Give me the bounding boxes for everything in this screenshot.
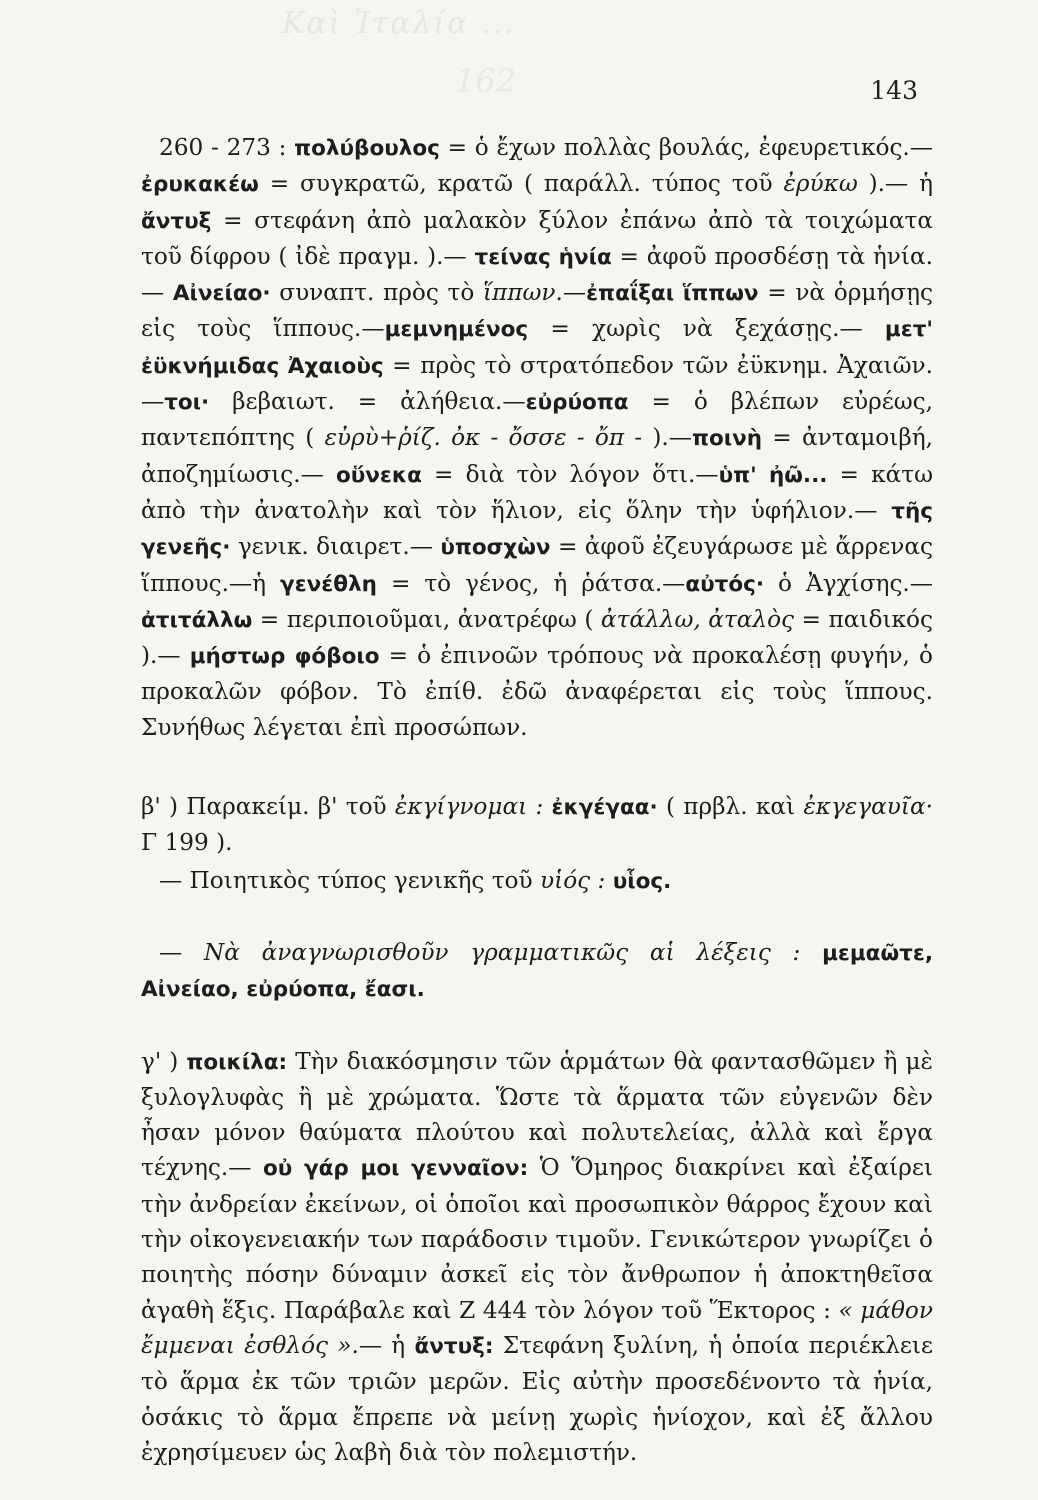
notes-paragraph-260-273 [141, 130, 933, 745]
lemma: τείνας ἡνία [474, 244, 612, 270]
lemma: ἐπαΐξαι ἵππων [586, 281, 759, 307]
lemma: τοι· [164, 390, 210, 416]
note-text: — ἡ [358, 1331, 415, 1359]
gloss: = περιποιοῦμαι, ἀνατρέφω ( [252, 605, 601, 633]
note-text: ( πρβλ. καὶ [657, 793, 804, 821]
gloss: = ἀφοῦ προσδέσῃ τὰ ἡνία.— [141, 242, 934, 307]
lemma: αὐτός· [685, 571, 765, 597]
gloss: = ὁ βλέπων εὐρέως, παντεπόπτης ( [141, 388, 934, 452]
italic-word: ἐρύκω [783, 170, 858, 198]
italic-word: ἀτάλλω, ἀταλὸς [600, 605, 795, 633]
lemma: ποικίλα: [186, 1049, 288, 1075]
gloss: = νὰ ὁρμήσῃς εἰς τοὺς ἵππους.— [141, 279, 934, 343]
gloss: ).— ἡ [857, 170, 933, 198]
lemma: γενέθλη [280, 571, 377, 597]
italic-quote: « μάθον ἔμμεναι ἐσθλός ». [141, 1296, 933, 1359]
gloss: = ἀφοῦ ἐζευγάρωσε μὲ ἄρρενας ἵππους.—ἡ [141, 533, 934, 597]
page-number: 143 [870, 76, 918, 105]
gloss: = διὰ τὸν λόγον ὅτι.— [421, 460, 719, 488]
lemma: ἀτιτάλλω [141, 607, 253, 633]
exercise-prompt [141, 935, 933, 1008]
gloss: βεβαιωτ. = ἀλήθεια.— [209, 388, 526, 416]
lemma: μετ' ἐϋκνήμιδας Ἀχαιοὺς [141, 317, 933, 379]
lemma: μήστωρ φόβοιο [189, 644, 380, 670]
gloss: = κάτω ἀπὸ τὴν ἀνατολὴν καὶ τὸν ἥλιον, εἰς ὅλην τὴν ὑφήλιον.— [141, 460, 933, 524]
lemma: πολύβουλος [294, 136, 440, 161]
note-text: Τὴν διακόσμησιν τῶν ἁρμάτων θὰ φαντασθῶμεν ἢ μὲ ξυλογλυφὰς ἢ μὲ χρώματα. Ὥστε τὰ ἅρματα τῶν εὐγενῶν δὲν ἦσαν μόνον θαύματα πλούτου καὶ πολυτελείας, ἀλλὰ καὶ ἔργα τέχνης.— [141, 1047, 933, 1182]
italic-word: ἵππων [482, 279, 556, 307]
lemma: ἐκγέγαα· [551, 795, 658, 821]
verse-range: 260 - 273 : [159, 134, 295, 161]
lemma: ὑπ' ἠῶ... [718, 462, 828, 488]
note-text: — [159, 938, 204, 966]
lemma: μεμνημένος [384, 317, 529, 343]
gloss: .— [555, 279, 587, 307]
gloss: = στεφάνη ἀπὸ μαλακὸν ξύλον ἐπάνω ἀπὸ τὰ τοιχώματα τοῦ δίφρου ( ἰδὲ πραγμ. ).— [141, 206, 933, 270]
gloss: = ὁ ἐπινοῶν τρόπους νὰ προκαλέσῃ φυγήν, ὁ προκαλῶν φόβον. Τὸ ἐπίθ. ἐδῶ ἀναφέρεται εἰς τοὺς ἵππους. Συνήθως λέγεται ἐπὶ προσώπων. [141, 642, 933, 741]
notes-paragraph-c [141, 1044, 933, 1471]
gloss: γενικ. διαιρετ.— [230, 533, 441, 561]
gloss: = συγκρατῶ, κρατῶ ( παράλλ. τύπος τοῦ [258, 170, 784, 198]
italic-word: υἱός : [540, 866, 606, 894]
gloss: = παιδικός ).— [141, 605, 933, 670]
lemma: ποινὴ [691, 426, 763, 452]
note-text: Γ 199 ). [141, 829, 233, 857]
commentary-body [141, 130, 933, 1470]
note-text: β' ) Παρακείμ. β' τοῦ [141, 793, 395, 821]
show-through-handwriting: Καὶ Ἰταλία ... [282, 6, 516, 41]
note-text: Ὁ Ὅμηρος διακρίνει καὶ ἐξαίρει τὴν ἀνδρείαν ἐκείνων, οἱ ὁποῖοι καὶ προσωπικὸν θάρρος ἔχουν καὶ τὴν οἰκογενειακήν των παράδοσιν τιμοῦν. Γενικώτερον γνωρίζει ὁ ποιητὴς πόσην δύναμιν ἀσκεῖ εἰς τὸν ἄνθρωπον ἡ ἀποκτηθεῖσα ἀγαθὴ ἕξις. Παράβαλε καὶ Ζ 444 τὸν λόγον τοῦ Ἕκτορος : [141, 1154, 933, 1324]
italic-word: ἐκγεγαυῖα· [803, 793, 933, 821]
lemma: Αἰνείαο· [172, 281, 271, 307]
gloss: = τὸ γένος, ἡ ῥάτσα.— [376, 569, 686, 597]
lemma: τῆς γενεῆς· [141, 498, 933, 561]
lemma: ἄντυξ [141, 208, 212, 234]
lemma: οὐ γάρ μοι γενναῖον: [263, 1156, 529, 1182]
lemma: ὑποσχὼν [440, 535, 551, 561]
gloss: = ὁ ἔχων πολλὰς βουλάς, ἐφευρετικός.— [439, 134, 933, 161]
lemma: ἄντυξ: [414, 1333, 494, 1359]
exercise-words: μεμαῶτε, Αἰνείαο, εὐρύοπα, ἔασι. [141, 940, 933, 1003]
lemma: εὐρύοπα [525, 390, 629, 416]
italic-word: ἐκγίγνομαι : [394, 793, 544, 821]
gloss: ὁ Ἀγχίσης.— [764, 569, 933, 597]
note-text: γ' ) [141, 1047, 187, 1075]
exercise-instruction: Νὰ ἀναγνωρισθοῦν γραμματικῶς αἱ λέξεις : [203, 938, 801, 966]
gloss: = χωρὶς νὰ ξεχάσῃς.— [528, 315, 885, 343]
lemma: υἷος. [612, 868, 672, 894]
italic-word: εὐρὺ+ῥίζ. ὀκ - ὄσσε - ὄπ - [324, 424, 643, 452]
gloss: συναπτ. πρὸς τὸ [270, 279, 483, 307]
gloss: ).— [642, 424, 692, 452]
grammar-note-genitive [141, 863, 933, 899]
note-text: — Ποιητικὸς τύπος γενικῆς τοῦ [159, 866, 540, 894]
lemma: οὕνεκα [335, 462, 422, 488]
show-through-number: 162 [455, 62, 517, 100]
lemma: ἐρυκακέω [141, 172, 259, 198]
note-text: Στεφάνη ξυλίνη, ἡ ὁποία περιέκλειε τὸ ἅρμα ἐκ τῶν τριῶν μερῶν. Εἰς αὐτὴν προσεδένοντο τὰ ἡνία, ὁσάκις τὸ ἅρμα ἔπρεπε νὰ μείνῃ χωρὶς ἡνίοχον, καὶ ἐξ ἄλλου ἐχρησίμευεν ὡς λαβὴ διὰ τὸν πολεμιστήν. [141, 1331, 933, 1466]
gloss: = ἀνταμοιβή, ἀποζημίωσις.— [141, 424, 933, 488]
gloss: = πρὸς τὸ στρατόπεδον τῶν ἐϋκνημ. Ἀχαιῶν.— [141, 351, 933, 416]
grammar-note-b [141, 789, 933, 861]
